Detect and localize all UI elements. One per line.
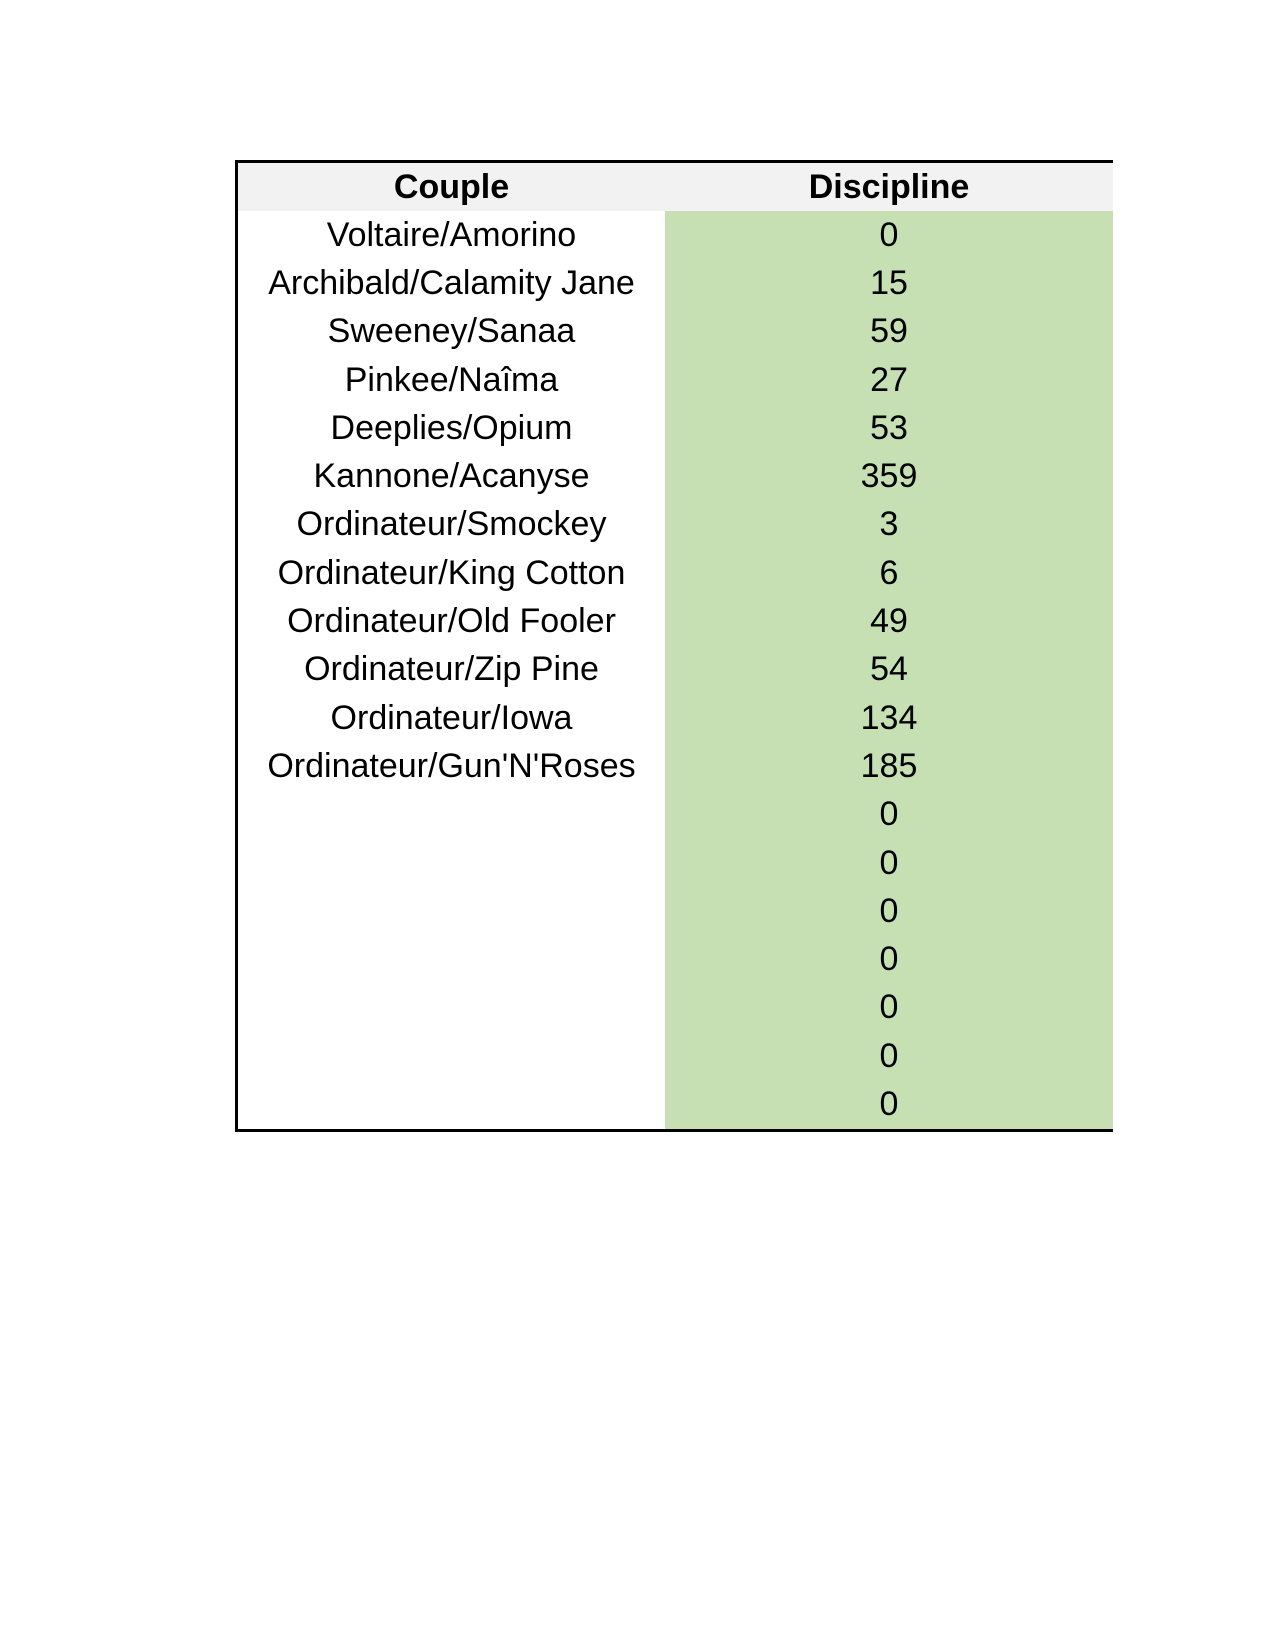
discipline-cell: 0 [665, 1032, 1113, 1080]
couple-cell: Ordinateur/King Cotton [277, 553, 626, 592]
discipline-cell: 0 [665, 211, 1113, 259]
table-row [238, 452, 1113, 500]
table-row [238, 742, 1113, 790]
discipline-cell: 0 [665, 1080, 1113, 1128]
discipline-table [235, 160, 1113, 1132]
table-row [238, 1080, 1113, 1128]
couple-cell [238, 1080, 665, 1128]
table-row [238, 259, 1113, 307]
couple-cell: Pinkee/Naîma [344, 360, 559, 399]
couple-cell: Ordinateur/Gun'N'Roses [267, 746, 636, 785]
discipline-cell: 59 [665, 308, 1113, 356]
table-row [238, 501, 1113, 549]
discipline-cell: 49 [665, 597, 1113, 645]
discipline-cell: 0 [665, 839, 1113, 887]
discipline-cell: 3 [665, 501, 1113, 549]
table-row [238, 356, 1113, 404]
couple-cell [238, 887, 665, 935]
table-row [238, 597, 1113, 645]
couple-cell: Ordinateur/Zip Pine [304, 650, 599, 689]
couple-cell: Deeplies/Opium [330, 408, 573, 447]
discipline-cell: 54 [665, 646, 1113, 694]
couple-cell: Voltaire/Amorino [326, 215, 577, 254]
couple-cell [238, 839, 665, 887]
discipline-cell: 53 [665, 404, 1113, 452]
table-row [238, 791, 1113, 839]
table-row [238, 549, 1113, 597]
table-row [238, 839, 1113, 887]
discipline-cell: 359 [665, 452, 1113, 500]
couple-cell: Ordinateur/Old Fooler [287, 602, 616, 641]
couple-cell [238, 984, 665, 1032]
discipline-cell: 15 [665, 259, 1113, 307]
table-row [238, 646, 1113, 694]
table-row [238, 308, 1113, 356]
couple-cell [238, 935, 665, 983]
discipline-cell: 0 [665, 791, 1113, 839]
discipline-cell: 0 [665, 935, 1113, 983]
table-row [238, 694, 1113, 742]
table-row [238, 211, 1113, 259]
header-couple: Couple [393, 167, 510, 206]
table-body [238, 211, 1113, 1129]
discipline-cell: 0 [665, 984, 1113, 1032]
couple-cell: Sweeney/Sanaa [327, 312, 576, 351]
discipline-cell: 134 [665, 694, 1113, 742]
couple-cell: Ordinateur/Smockey [296, 505, 607, 544]
discipline-cell: 0 [665, 887, 1113, 935]
couple-cell: Kannone/Acanyse [313, 457, 590, 496]
couple-cell [238, 1032, 665, 1080]
table-header-row [238, 163, 1113, 211]
couple-cell: Archibald/Calamity Jane [268, 263, 635, 302]
table-row [238, 935, 1113, 983]
table-row [238, 1032, 1113, 1080]
discipline-cell: 185 [665, 742, 1113, 790]
header-discipline: Discipline [808, 167, 970, 206]
table-row [238, 404, 1113, 452]
couple-cell [238, 791, 665, 839]
discipline-cell: 6 [665, 549, 1113, 597]
table-row [238, 887, 1113, 935]
table-row [238, 984, 1113, 1032]
discipline-cell: 27 [665, 356, 1113, 404]
couple-cell: Ordinateur/Iowa [330, 698, 573, 737]
